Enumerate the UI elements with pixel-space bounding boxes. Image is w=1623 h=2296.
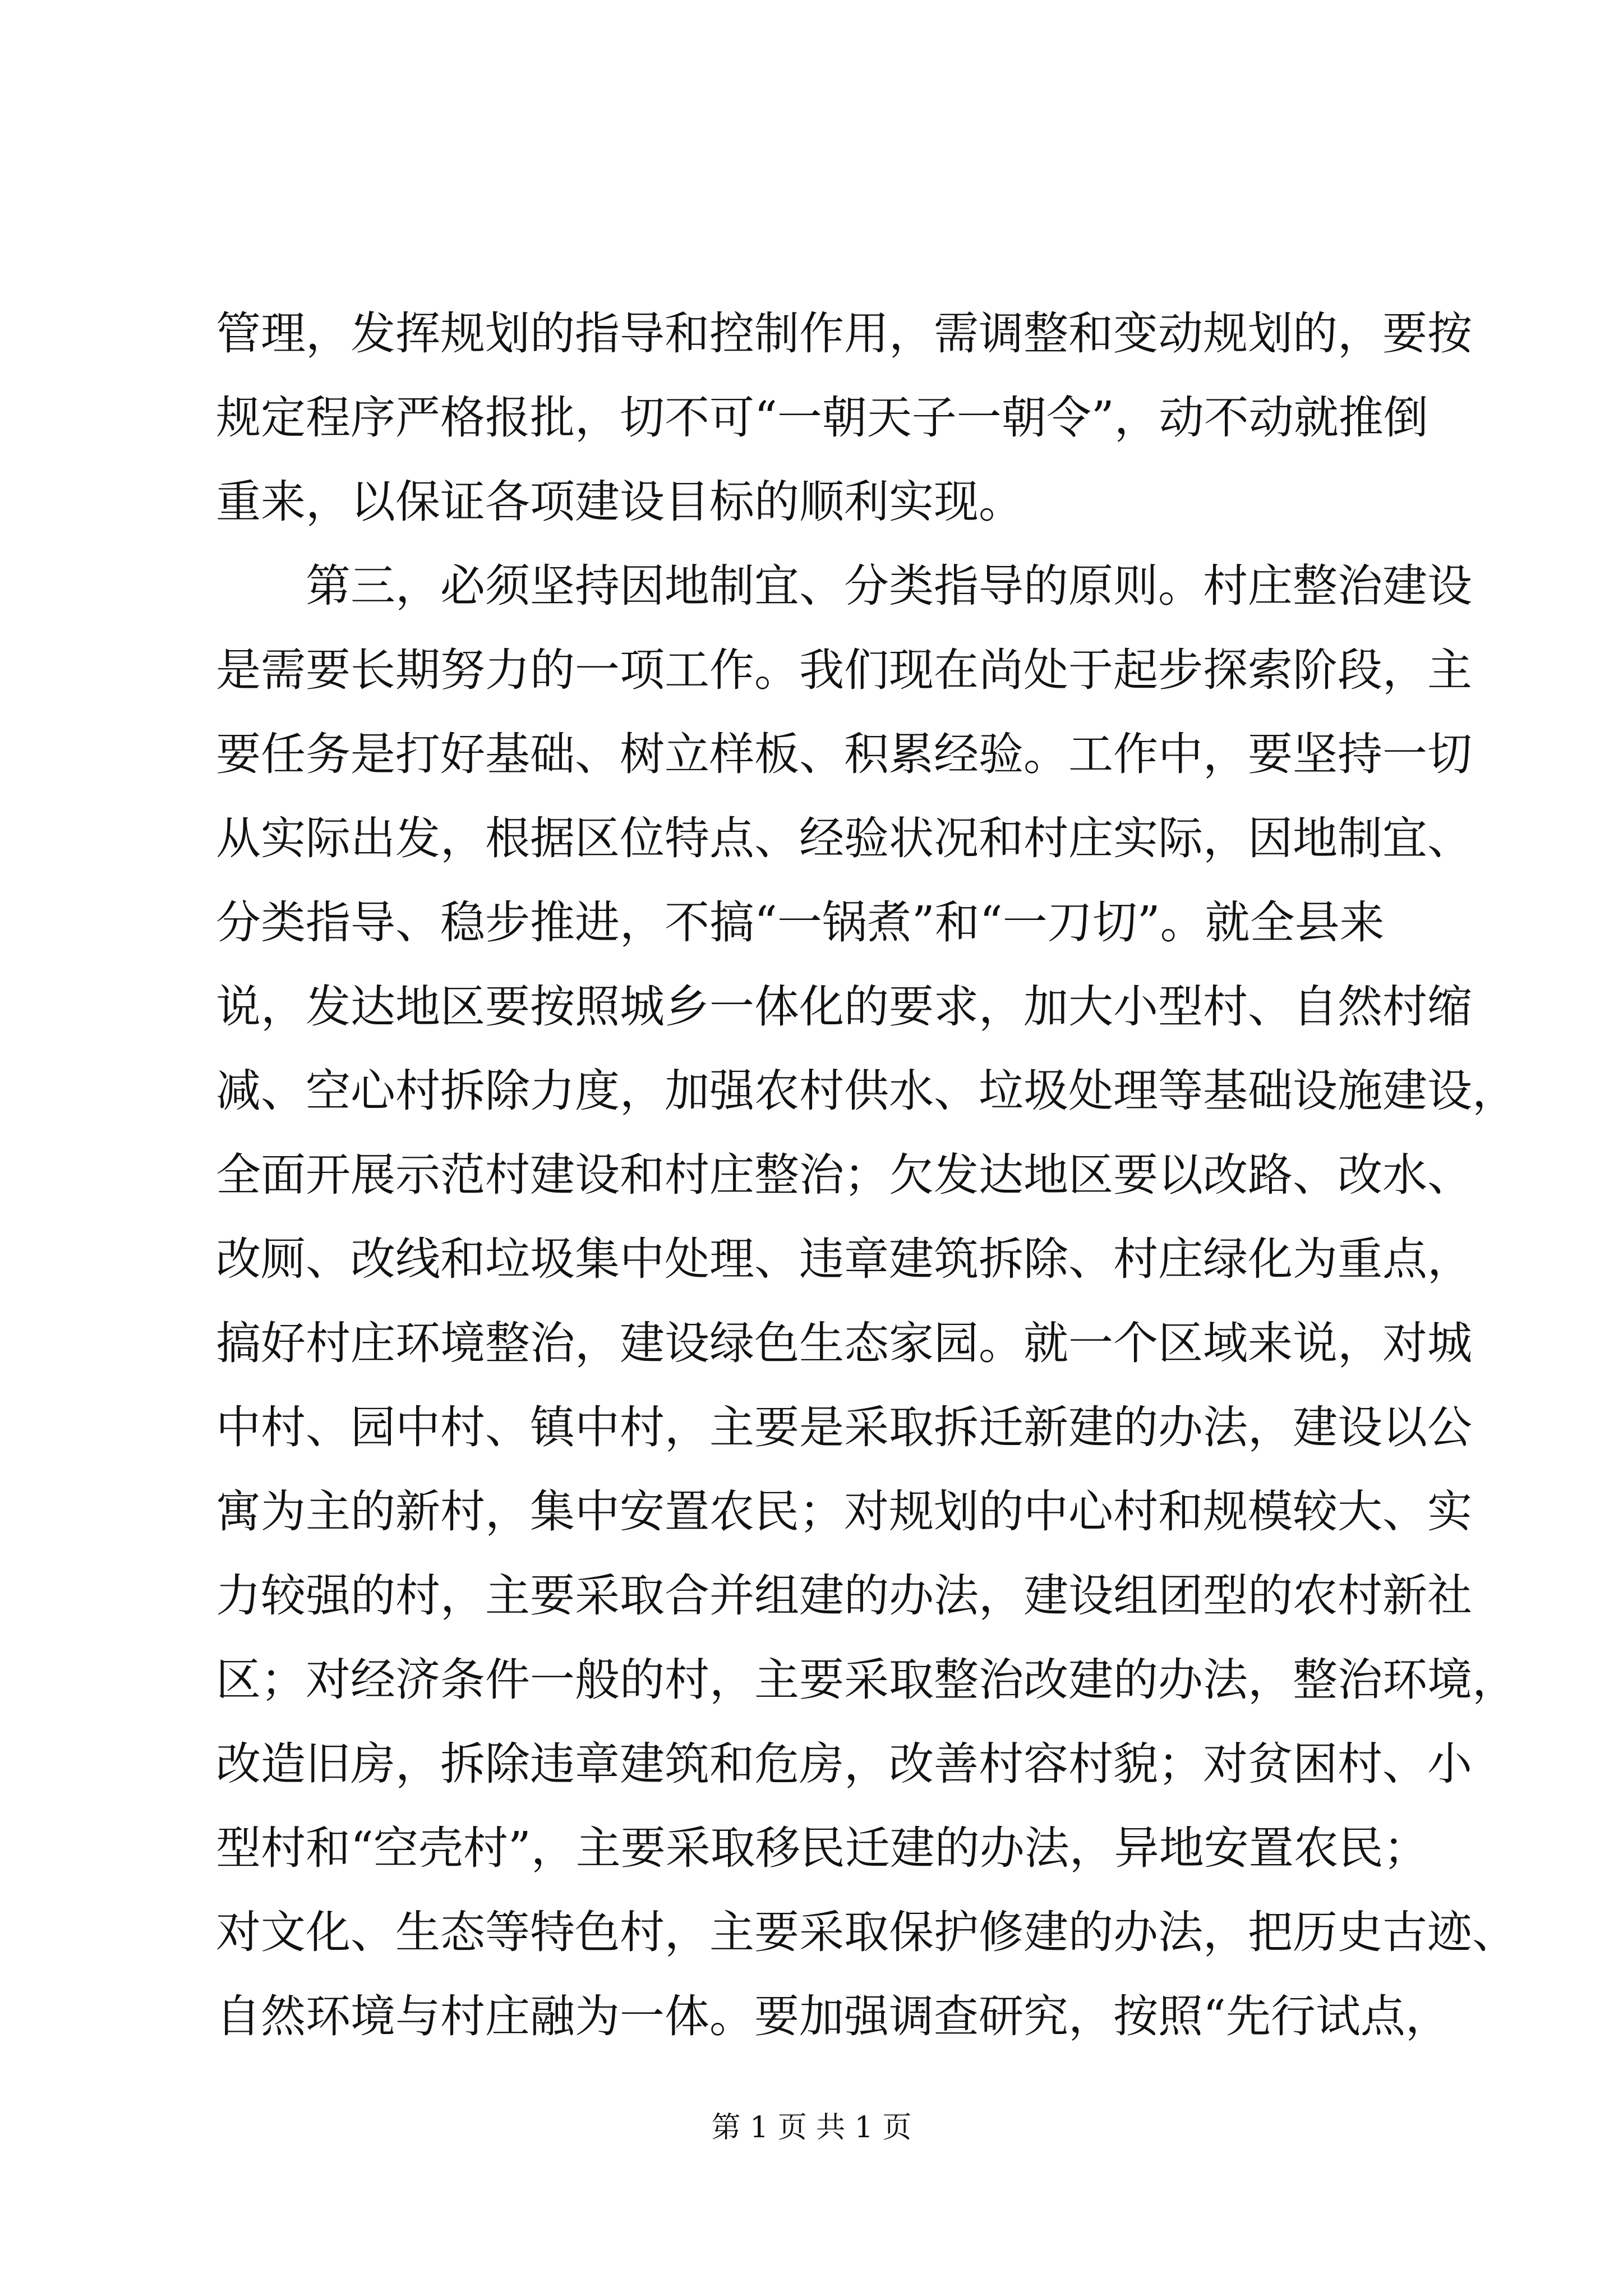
- body-text: [216, 292, 1517, 2059]
- text-line: 规定程序严格报批，切不可“一朝天子一朝令”，动不动就推倒: [216, 392, 1428, 444]
- text-line: 分类指导、稳步推进，不搞“一锅煮”和“一刀切”。就全县来: [216, 896, 1385, 949]
- text-line: 搞好村庄环境整治，建设绿色生态家园。就一个区域来说，对城: [216, 1317, 1472, 1369]
- text-line: 型村和“空壳村”，主要采取移民迁建的办法，异地安置农民；: [216, 1822, 1428, 1874]
- text-line: 区；对经济条件一般的村，主要采取整治改建的办法，整治环境，: [216, 1654, 1517, 1706]
- text-line: 力较强的村，主要采取合并组建的办法，建设组团型的农村新社: [216, 1570, 1472, 1622]
- text-line: 全面开展示范村建设和村庄整治；欠发达地区要以改路、改水、: [216, 1149, 1472, 1201]
- text-line: 寓为主的新村，集中安置农民；对规划的中心村和规模较大、实: [216, 1485, 1472, 1538]
- text-line: 要任务是打好基础、树立样板、积累经验。工作中，要坚持一切: [216, 728, 1472, 780]
- text-line: 重来，以保证各项建设目标的顺利实现。: [216, 476, 1023, 528]
- text-line: 说，发达地区要按照城乡一体化的要求，加大小型村、自然村缩: [216, 981, 1472, 1033]
- text-line: 中村、园中村、镇中村，主要是采取拆迁新建的办法，建设以公: [216, 1401, 1472, 1453]
- text-line: 管理，发挥规划的指导和控制作用，需调整和变动规划的，要按: [216, 307, 1472, 360]
- text-line: 改厕、改线和垃圾集中处理、违章建筑拆除、村庄绿化为重点，: [216, 1233, 1472, 1285]
- text-line: 自然环境与村庄融为一体。要加强调查研究，按照“先行试点，: [216, 1990, 1450, 2042]
- text-line: 从实际出发，根据区位特点、经验状况和村庄实际，因地制宜、: [216, 812, 1472, 864]
- text-line: 改造旧房，拆除违章建筑和危房，改善村容村貌；对贫困村、小: [216, 1738, 1472, 1790]
- page-number-footer: 第 1 页 共 1 页: [711, 2111, 912, 2145]
- paragraph-start-line: 第三，必须坚持因地制宜、分类指导的原则。村庄整治建设: [216, 560, 1472, 612]
- text-line: 对文化、生态等特色村，主要采取保护修建的办法，把历史古迹、: [216, 1906, 1517, 1958]
- text-line: 减、空心村拆除力度，加强农村供水、垃圾处理等基础设施建设，: [216, 1065, 1517, 1117]
- text-line: 是需要长期努力的一项工作。我们现在尚处于起步探索阶段，主: [216, 644, 1472, 696]
